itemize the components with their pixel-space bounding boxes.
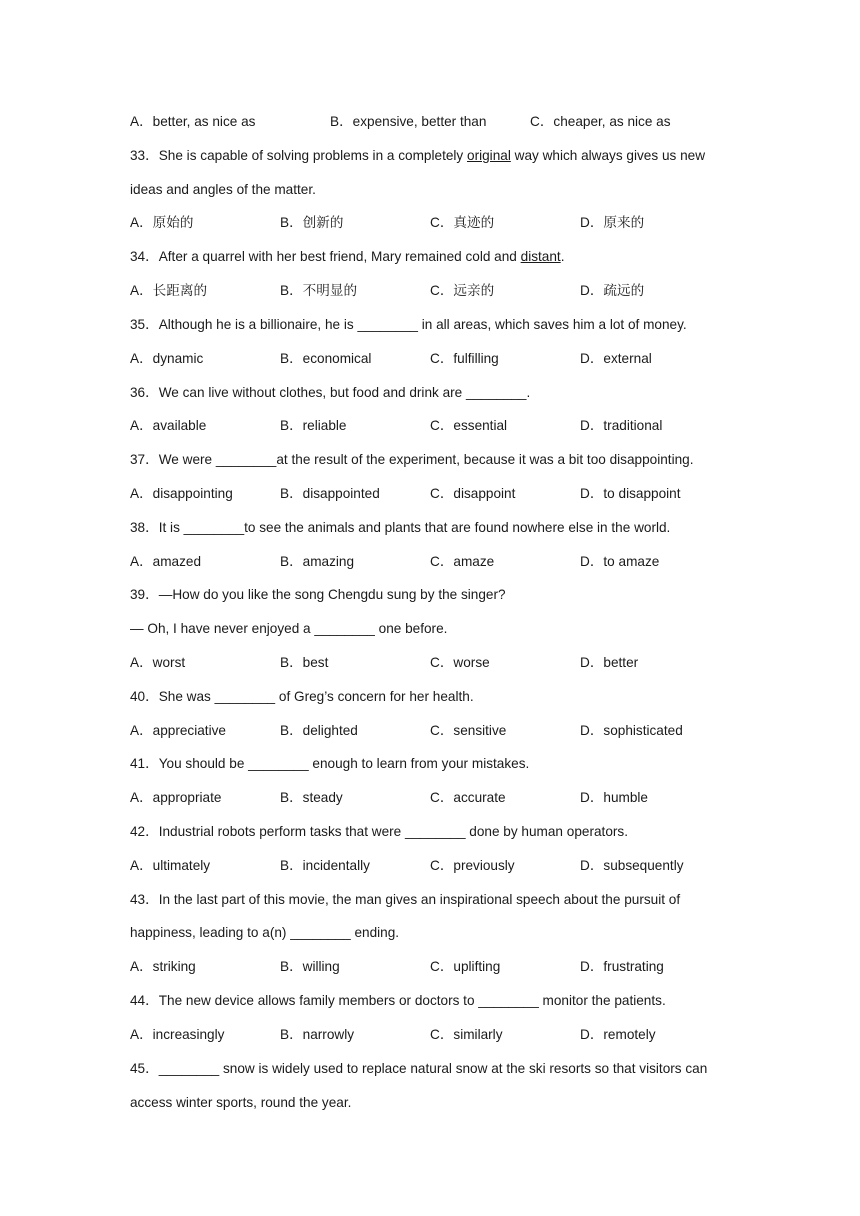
question-text: It is ________to see the animals and plants that are found nowhere else in the world. [158,520,671,535]
q33-option-c: C．真迹的 [430,215,495,230]
question-number: 34． [130,249,159,264]
q35-option-d: D．external [580,351,652,366]
question-number: 44． [130,993,159,1008]
question-43 [130,891,680,909]
q40-option-d: D．sophisticated [580,723,683,738]
q44-option-c: C．similarly [430,1027,503,1042]
q36-option-d: D．traditional [580,418,663,433]
q38-option-c: C．amaze [430,554,495,569]
q39-option-a: A．worst [130,655,186,670]
question-text: —How do you like the song Chengdu sung by the singer? [158,587,506,602]
q44-option-b: B．narrowly [280,1027,355,1042]
question-text: We were ________at the result of the experiment, because it was a bit too disappointing. [158,452,694,467]
question-number: 40． [130,689,159,704]
question-41 [130,755,529,773]
q32-option-b: B．expensive, better than [330,114,487,129]
question-39-line2: — Oh, I have never enjoyed a ________ one before. [130,621,448,636]
q36-option-c: C．essential [430,418,508,433]
question-text: We can live without clothes, but food and drink are ________. [158,385,531,400]
q36-option-a: A．available [130,418,207,433]
q35-option-c: C．fulfilling [430,351,499,366]
q33-option-a: A．原始的 [130,215,194,230]
q35-option-b: B．economical [280,351,372,366]
q41-option-a: A．appropriate [130,790,222,805]
q37-option-b: B．disappointed [280,486,380,501]
question-number: 39． [130,587,159,602]
q37-option-c: C．disappoint [430,486,516,501]
q40-option-b: B．delighted [280,723,358,738]
question-38 [130,519,670,537]
question-number: 42． [130,824,159,839]
q40-option-a: A．appreciative [130,723,226,738]
question-text: You should be ________ enough to learn from your mistakes. [158,756,530,771]
question-text: After a quarrel with her best friend, Mary remained cold and [158,249,521,264]
q37-option-a: A．disappointing [130,486,233,501]
question-text: She is capable of solving problems in a completely [158,148,468,163]
q44-option-d: D．remotely [580,1027,656,1042]
q34-option-c: C．远亲的 [430,283,495,298]
q32-option-a: A．better, as nice as [130,114,256,129]
q42-option-d: D．subsequently [580,858,684,873]
question-text: ________ snow is widely used to replace natural snow at the ski resorts so that visitors can [158,1061,708,1076]
q42-option-a: A．ultimately [130,858,211,873]
q39-option-c: C．worse [430,655,490,670]
question-number: 38． [130,520,159,535]
q35-option-a: A．dynamic [130,351,204,366]
q33-option-d: D．原来的 [580,215,645,230]
question-text: She was ________ of Greg’s concern for her health. [158,689,474,704]
question-44 [130,992,666,1010]
q37-option-d: D．to disappoint [580,486,681,501]
q38-option-a: A．amazed [130,554,202,569]
question-number: 37． [130,452,159,467]
question-number: 45． [130,1061,159,1076]
q36-option-b: B．reliable [280,418,347,433]
q41-option-b: B．steady [280,790,343,805]
question-text: way which always gives us new [510,148,706,163]
question-42 [130,823,628,841]
question-text: Although he is a billionaire, he is ________ in all areas, which saves him a lot of money. [158,317,687,332]
q42-option-c: C．previously [430,858,515,873]
question-text: The new device allows family members or doctors to ________ monitor the patients. [158,993,666,1008]
underlined-word: original [467,148,511,163]
question-33-line2: ideas and angles of the matter. [130,182,316,197]
question-number: 36． [130,385,159,400]
q38-option-d: D．to amaze [580,554,660,569]
q38-option-b: B．amazing [280,554,355,569]
q44-option-a: A．increasingly [130,1027,225,1042]
q43-option-d: D．frustrating [580,959,664,974]
question-45-line2: access winter sports, round the year. [130,1095,352,1110]
q41-option-d: D．humble [580,790,648,805]
q34-option-b: B．不明显的 [280,283,358,298]
q32-option-c: C．cheaper, as nice as [530,114,671,129]
q34-option-a: A．长距离的 [130,283,208,298]
question-number: 33． [130,148,159,163]
q39-option-d: D．better [580,655,639,670]
question-35 [130,316,687,334]
question-33 [130,147,705,165]
question-34 [130,248,564,266]
question-40 [130,688,474,706]
question-36 [130,384,530,402]
question-text: In the last part of this movie, the man gives an inspirational speech about the pursuit of [158,892,681,907]
question-number: 43． [130,892,159,907]
q43-option-b: B．willing [280,959,340,974]
q40-option-c: C．sensitive [430,723,507,738]
q42-option-b: B．incidentally [280,858,370,873]
q43-option-c: C．uplifting [430,959,501,974]
q41-option-c: C．accurate [430,790,506,805]
question-text: . [560,249,565,264]
q43-option-a: A．striking [130,959,196,974]
question-43-line2: happiness, leading to a(n) ________ ending. [130,925,400,940]
underlined-word: distant [520,249,561,264]
question-37 [130,451,694,469]
q34-option-d: D．疏远的 [580,283,645,298]
question-number: 41． [130,756,159,771]
question-45 [130,1060,707,1078]
question-39 [130,586,506,604]
question-number: 35． [130,317,159,332]
q33-option-b: B．创新的 [280,215,344,230]
question-text: Industrial robots perform tasks that were ________ done by human operators. [158,824,628,839]
q39-option-b: B．best [280,655,329,670]
